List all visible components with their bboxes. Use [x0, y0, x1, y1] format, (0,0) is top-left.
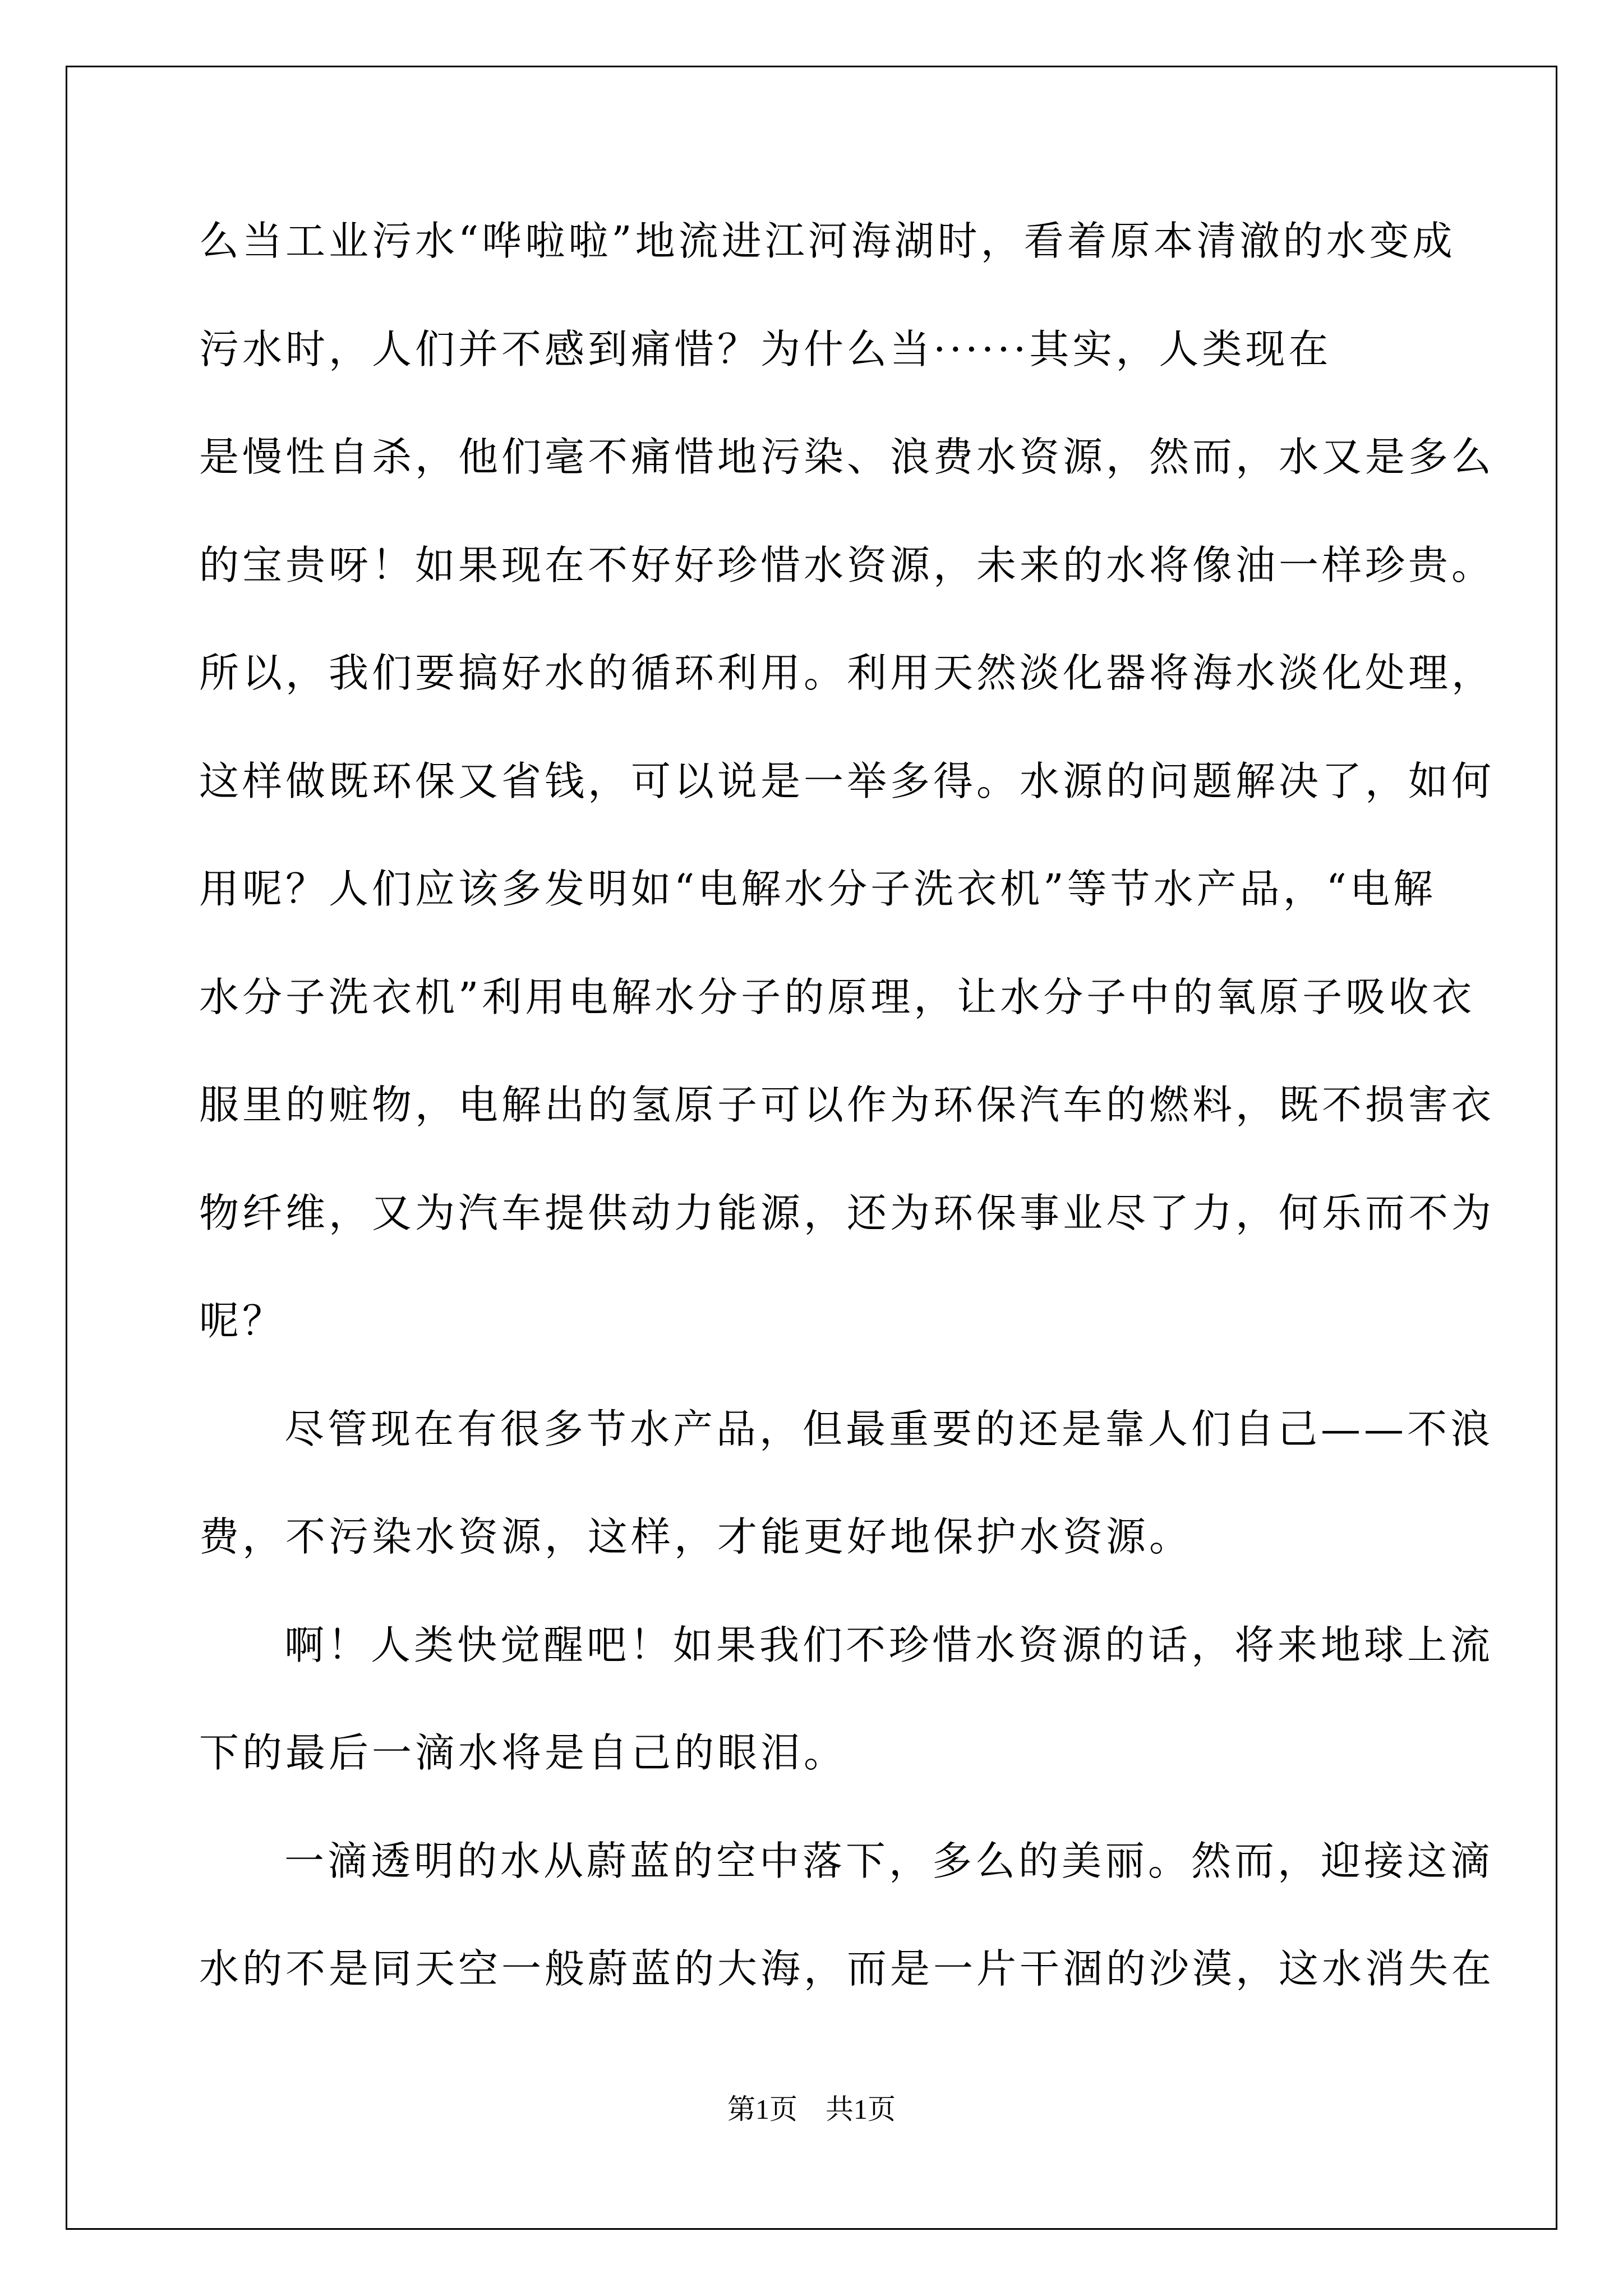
page-number: 第1页 — [727, 2093, 797, 2125]
text-line: 水的不是同天空一般蔚蓝的大海，而是一片干涸的沙漠，这水消失在 — [199, 1945, 1495, 1992]
text-line: 么当工业污水“哗啦啦”地流进江河海湖时，看着原本清澈的水变成 — [199, 218, 1456, 264]
text-line: 物纤维，又为汽车提供动力能源，还为环保事业尽了力，何乐而不为 — [199, 1189, 1495, 1236]
text-line: 呢？ — [199, 1297, 286, 1344]
text-line: 服里的赃物，电解出的氢原子可以作为环保汽车的燃料，既不损害衣 — [199, 1082, 1495, 1128]
text-line: 下的最后一滴水将是自己的眼泪。 — [199, 1729, 847, 1776]
page-total: 共1页 — [826, 2093, 896, 2125]
paragraph-start-line: 一滴透明的水从蔚蓝的空中落下，多么的美丽。然而，迎接这滴 — [284, 1837, 1494, 1884]
text-line: 费，不污染水资源，这样，才能更好地保护水资源。 — [199, 1513, 1193, 1560]
text-line: 所以，我们要搞好水的循环利用。利用天然淡化器将海水淡化处理， — [199, 650, 1495, 696]
text-line: 的宝贵呀！如果现在不好好珍惜水资源，未来的水将像油一样珍贵。 — [199, 541, 1495, 588]
paragraph-start-line: 尽管现在有很多节水产品，但最重要的还是靠人们自己——不浪 — [284, 1405, 1494, 1452]
text-line: 用呢？人们应该多发明如“电解水分子洗衣机”等节水产品，“电解 — [199, 866, 1436, 912]
text-line: 污水时，人们并不感到痛惜？为什么当······其实，人类现在 — [199, 325, 1332, 372]
text-line: 这样做既环保又省钱，可以说是一举多得。水源的问题解决了，如何 — [199, 757, 1495, 804]
text-line: 是慢性自杀，他们毫不痛惜地污染、浪费水资源，然而，水又是多么 — [199, 434, 1495, 480]
text-line: 水分子洗衣机”利用电解水分子的原理，让水分子中的氧原子吸收衣 — [199, 973, 1476, 1020]
document-body — [199, 213, 1495, 2049]
page-footer — [0, 2092, 1623, 2126]
paragraph-start-line: 啊！人类快觉醒吧！如果我们不珍惜水资源的话，将来地球上流 — [284, 1621, 1494, 1668]
